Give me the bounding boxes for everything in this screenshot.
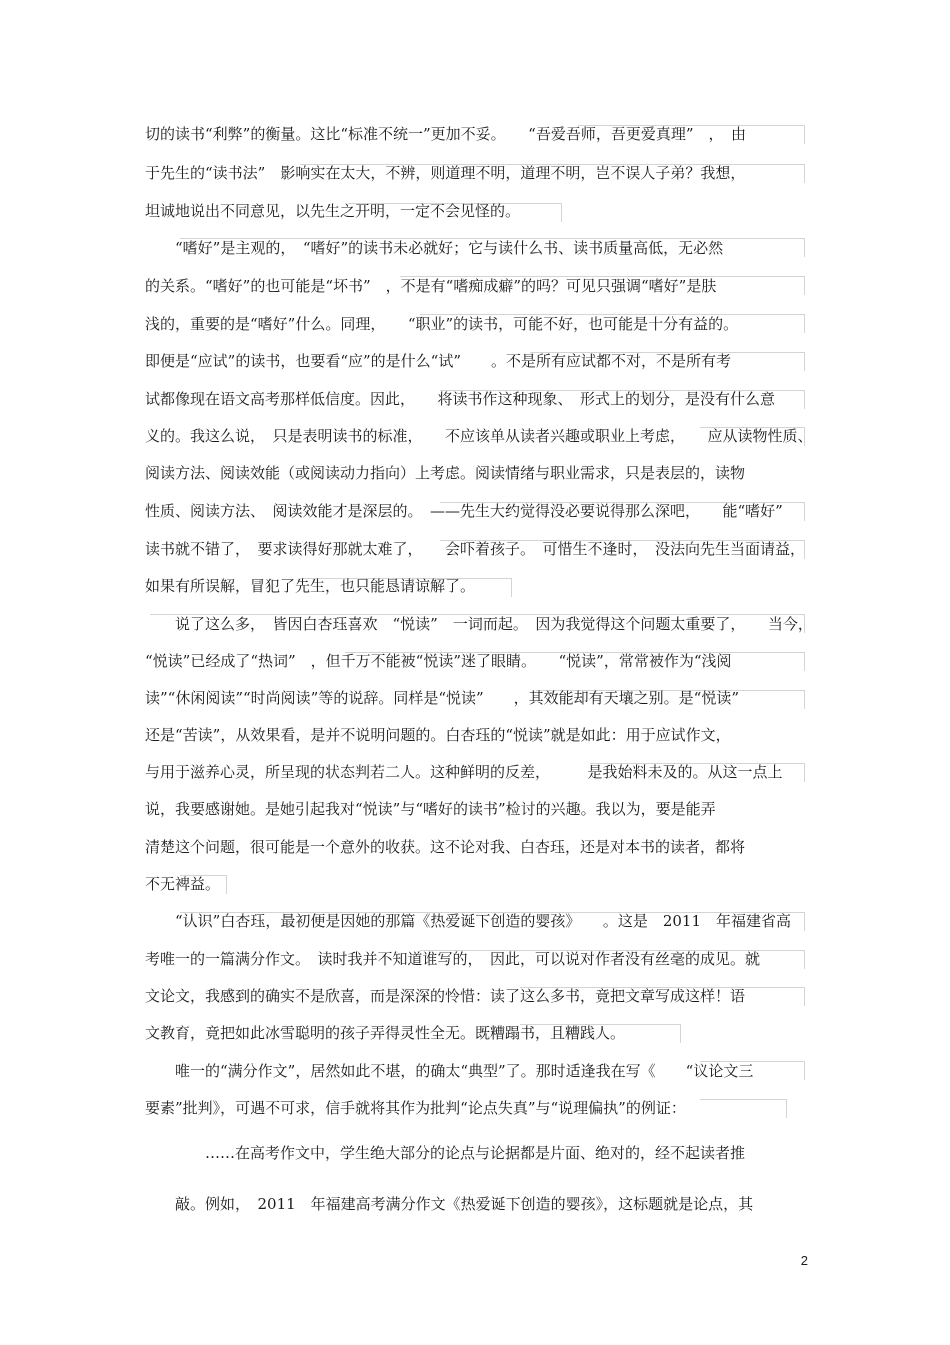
- text-line: 的关系。“嗜好”的也可能是“坏书” ，不是有“嗜痴成癖”的吗？可见只强调“嗜好”是肤: [145, 277, 717, 295]
- text-line: 坦诚地说出不同意见，以先生之开明，一定不会见怪的。: [145, 202, 521, 220]
- text-line: 读”“休闲阅读”“时尚阅读”等的说辞。同样是“悦读” ，其效能却有天壤之别。是“悦读”: [145, 689, 740, 707]
- text-line: 读书就不错了， 要求读得好那就太难了， 会吓着孩子。 可惜生不逢时， 没法向先生当面请益，: [145, 540, 806, 558]
- text-line: 要素”批判》，可遇不可求，信手就将其作为批判“论点失真”与“说理偏执”的例证：: [145, 1099, 686, 1117]
- page-number: 2: [800, 1253, 808, 1268]
- text-line: 唯一的“满分作文”，居然如此不堪，的确太“典型”了。那时适逢我在写《 “议论文三: [145, 1062, 754, 1080]
- line-box-26: [700, 1099, 787, 1118]
- text-line: 性质、阅读方法、 阅读效能才是深层的。 ——先生大约觉得没必要说得那么深吧， 能“嗜好”: [145, 502, 783, 520]
- text-line: 阅读方法、阅读效能（或阅读动力指向）上考虑。阅读情绪与职业需求，只是表层的，读物: [145, 464, 746, 482]
- text-line: 敲。例如， 2011 年福建高考满分作文《热爱诞下创造的婴孩》，这标题就是论点，其: [145, 1195, 754, 1213]
- text-line: “嗜好”是主观的， “嗜好”的读书未必就好；它与读什么书、读书质量高低，无必然: [145, 239, 724, 257]
- text-line: 说了这么多， 皆因白杏珏喜欢 “悦读” 一词而起。 因为我觉得这个问题太重要了， 当今，: [145, 615, 813, 633]
- text-line: 于先生的“读书法” 影响实在太大，不辨，则道理不明，道理不明，岂不误人子弟？我想，: [145, 164, 746, 182]
- text-line: 清楚这个问题，很可能是一个意外的收获。这不论对我、白杏珏，还是对本书的读者，都将: [145, 838, 746, 856]
- text-line: 说，我要感谢她。是她引起我对“悦读”与“嗜好的读书”检讨的兴趣。我以为，要是能弄: [145, 800, 716, 818]
- text-line: 文教育，竟把如此冰雪聪明的孩子弄得灵性全无。既糟蹋书，且糟践人。: [145, 1024, 626, 1042]
- text-line: ……在高考作文中，学生绝大部分的论点与论据都是片面、绝对的，经不起读者推: [145, 1144, 746, 1162]
- text-line: “悦读”已经成了“热词” ，但千万不能被“悦读”迷了眼睛。 “悦读”，常常被作为“浅阅: [145, 652, 732, 670]
- text-line: 即便是“应试”的读书，也要看“应”的是什么“试” 。不是所有应试都不对，不是所有考: [145, 352, 732, 370]
- text-line: 浅的，重要的是“嗜好”什么。同理， “职业”的读书，可能不好，也可能是十分有益的。: [145, 315, 739, 333]
- text-line: 与用于滋养心灵，所呈现的状态判若二人。这种鲜明的反差， 是我始料未及的。从这一点上: [145, 763, 783, 781]
- text-line: 还是“苦读”，从效果看，是并不说明问题的。白杏珏的“悦读”就是如此：用于应试作文，: [145, 726, 731, 744]
- text-line: 不无裨益。: [145, 875, 221, 893]
- text-line: “认识”白杏珏，最初便是因她的那篇《热爱诞下创造的婴孩》 。这是 2011 年福建省高: [145, 912, 792, 930]
- text-line: 义的。我这么说， 只是表明读书的标准， 不应该单从读者兴趣或职业上考虑， 应从读物性质、: [145, 427, 813, 445]
- text-line: 如果有所误解，冒犯了先生，也只能恳请谅解了。: [145, 577, 476, 595]
- text-line: 考唯一的一篇满分作文。 读时我并不知道谁写的， 因此，可以说对作者没有丝毫的成见。就: [145, 950, 761, 968]
- text-line: 试都像现在语文高考那样低信度。因此， 将读书作这种现象、 形式上的划分，是没有什么意: [145, 390, 776, 408]
- text-line: 切的读书“利弊”的衡量。这比“标准不统一”更加不妥。 “吾爱吾师，吾更爱真理” ， 由: [145, 125, 747, 143]
- text-line: 文论文，我感到的确实不是欣喜，而是深深的怜惜：读了这么多书，竟把文章写成这样！语: [145, 987, 746, 1005]
